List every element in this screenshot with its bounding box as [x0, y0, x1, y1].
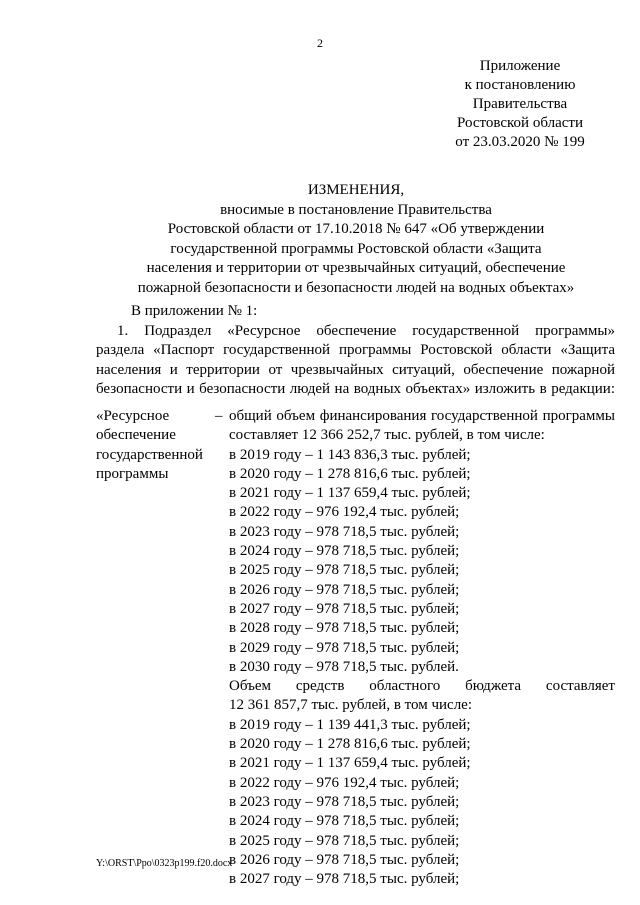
regional-year-line: в 2023 году – 978 718,5 тыс. рублей; — [229, 793, 460, 810]
total-year-line: в 2029 году – 978 718,5 тыс. рублей; — [229, 639, 460, 656]
header-line: Ростовской области от 17.10.2018 № 647 «Об утверждении — [167, 221, 545, 237]
regional-year-line: в 2022 году – 976 192,4 тыс. рублей; — [229, 774, 460, 791]
total-year-line: в 2025 году – 978 718,5 тыс. рублей; — [229, 562, 460, 579]
document-title: ИЗМЕНЕНИЯ, — [307, 182, 405, 198]
regional-year-line: в 2024 году – 978 718,5 тыс. рублей; — [229, 813, 460, 830]
appendix-line: Приложение — [479, 58, 561, 74]
total-year-line: в 2030 году – 978 718,5 тыс. рублей. — [229, 658, 459, 675]
total-year-line: в 2026 году – 978 718,5 тыс. рублей; — [229, 581, 460, 598]
item1-line: 1. Подраздел «Ресурсное обеспечение государственной программы» — [117, 322, 615, 339]
resource-label-line: «Ресурсное — [96, 408, 170, 424]
total-year-line: в 2021 году – 1 137 659,4 тыс. рублей; — [229, 485, 471, 502]
total-funding-line: общий объем финансирования государственной программы — [229, 408, 615, 424]
total-year-line: в 2027 году – 978 718,5 тыс. рублей; — [229, 600, 460, 617]
page-number: 2 — [317, 36, 323, 50]
resource-content — [229, 407, 615, 889]
regional-year-line: в 2021 году – 1 137 659,4 тыс. рублей; — [229, 755, 471, 772]
appendix-line: Ростовской области — [457, 115, 583, 131]
regional-year-line: в 2020 году – 1 278 816,6 тыс. рублей; — [229, 736, 471, 753]
header-line: пожарной безопасности и безопасности людей на водных объектах» — [137, 279, 575, 296]
header-line: государственной программы Ростовской области «Защита — [170, 240, 542, 257]
total-year-line: в 2019 году – 1 143 836,3 тыс. рублей; — [229, 446, 471, 463]
regional-funding-line: 12 361 857,7 тыс. рублей, в том числе: — [229, 697, 473, 714]
header-line: вносимые в постановление Правительства — [220, 201, 492, 218]
item1-line: безопасности и безопасности людей на водных объектах» изложить в редакции: — [96, 381, 615, 397]
header-line: населения и территории от чрезвычайных ситуаций, обеспечение — [146, 260, 566, 276]
body-text — [96, 302, 615, 400]
total-funding-line: составляет 12 366 252,7 тыс. рублей, в том числе: — [229, 427, 545, 444]
regional-year-line: в 2026 году – 978 718,5 тыс. рублей; — [229, 851, 460, 868]
regional-year-line: в 2025 году – 978 718,5 тыс. рублей; — [229, 832, 460, 849]
appendix-line: от 23.03.2020 № 199 — [455, 134, 585, 150]
total-year-line: в 2023 году – 978 718,5 тыс. рублей; — [229, 523, 460, 540]
regional-year-line: в 2027 году – 978 718,5 тыс. рублей; — [229, 871, 460, 888]
regional-year-line: в 2019 году – 1 139 441,3 тыс. рублей; — [229, 716, 471, 733]
total-year-line: в 2020 году – 1 278 816,6 тыс. рублей; — [229, 465, 471, 482]
total-year-line: в 2024 году – 978 718,5 тыс. рублей; — [229, 543, 460, 560]
item1-line: раздела «Паспорт государственной программы Ростовской области «Защита — [96, 342, 615, 358]
regional-funding-line: Объем средств областного бюджета составляет — [229, 678, 615, 695]
changes-header — [96, 181, 616, 298]
appendix-line: к постановлению — [464, 77, 576, 93]
total-year-line: в 2028 году – 978 718,5 тыс. рублей; — [229, 620, 460, 637]
appendix-line: Правительства — [472, 96, 568, 112]
resource-label-line: программы — [96, 465, 169, 482]
resource-dash: – — [215, 408, 223, 424]
intro-paragraph: В приложении № 1: — [131, 303, 258, 319]
file-path-footer: Y:\ORST\Ppo\0323p199.f20.docx — [96, 858, 233, 869]
item1-line: населения и территории от чрезвычайных ситуаций, обеспечение пожарной — [96, 361, 615, 378]
appendix-block — [400, 57, 640, 152]
resource-label-line: обеспечение — [96, 427, 176, 444]
resource-label-line: государственной — [96, 446, 203, 463]
resource-label — [96, 407, 216, 484]
total-year-line: в 2022 году – 976 192,4 тыс. рублей; — [229, 504, 460, 521]
